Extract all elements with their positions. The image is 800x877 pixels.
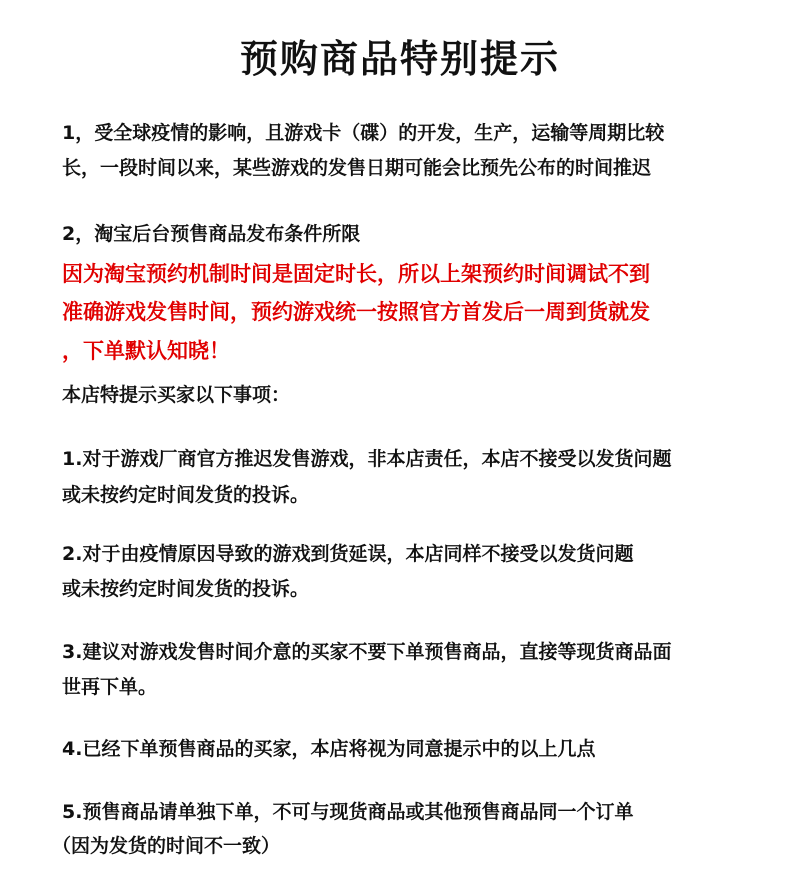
item-4-line-1: 4.已经下单预售商品的买家，本店将视为同意提示中的以上几点: [62, 738, 596, 760]
notice-1-line-2: 长，一段时间以来，某些游戏的发售日期可能会比预先公布的时间推迟: [62, 157, 652, 179]
notice-2-red-line-3: ，下单默认知晓！: [62, 339, 230, 363]
page-title: 预购商品特别提示: [239, 37, 560, 81]
notice-2-red-line-2: 准确游戏发售时间，预约游戏统一按照官方首发后一周到货就发: [62, 300, 650, 324]
notice-1-line-1: 1，受全球疫情的影响，且游戏卡（碟）的开发，生产，运输等周期比较: [62, 122, 665, 144]
item-1-line-1: 1.对于游戏厂商官方推迟发售游戏，非本店责任，本店不接受以发货问题: [62, 448, 672, 470]
item-5-line-2: （因为发货的时间不一致）: [52, 835, 281, 857]
intro-text: 本店特提示买家以下事项：: [62, 384, 291, 406]
item-5-line-1: 5.预售商品请单独下单，不可与现货商品或其他预售商品同一个订单: [62, 801, 634, 823]
notice-2-line-1: 2，淘宝后台预售商品发布条件所限: [62, 223, 361, 245]
item-3-line-1: 3.建议对游戏发售时间介意的买家不要下单预售商品，直接等现货商品面: [62, 641, 672, 663]
item-2-line-2: 或未按约定时间发货的投诉。: [62, 578, 310, 600]
item-3-line-2: 世再下单。: [62, 676, 158, 698]
item-1-line-2: 或未按约定时间发货的投诉。: [62, 484, 310, 506]
item-2-line-1: 2.对于由疫情原因导致的游戏到货延误，本店同样不接受以发货问题: [62, 543, 634, 565]
notice-2-red-line-1: 因为淘宝预约机制时间是固定时长，所以上架预约时间调试不到: [62, 262, 650, 286]
